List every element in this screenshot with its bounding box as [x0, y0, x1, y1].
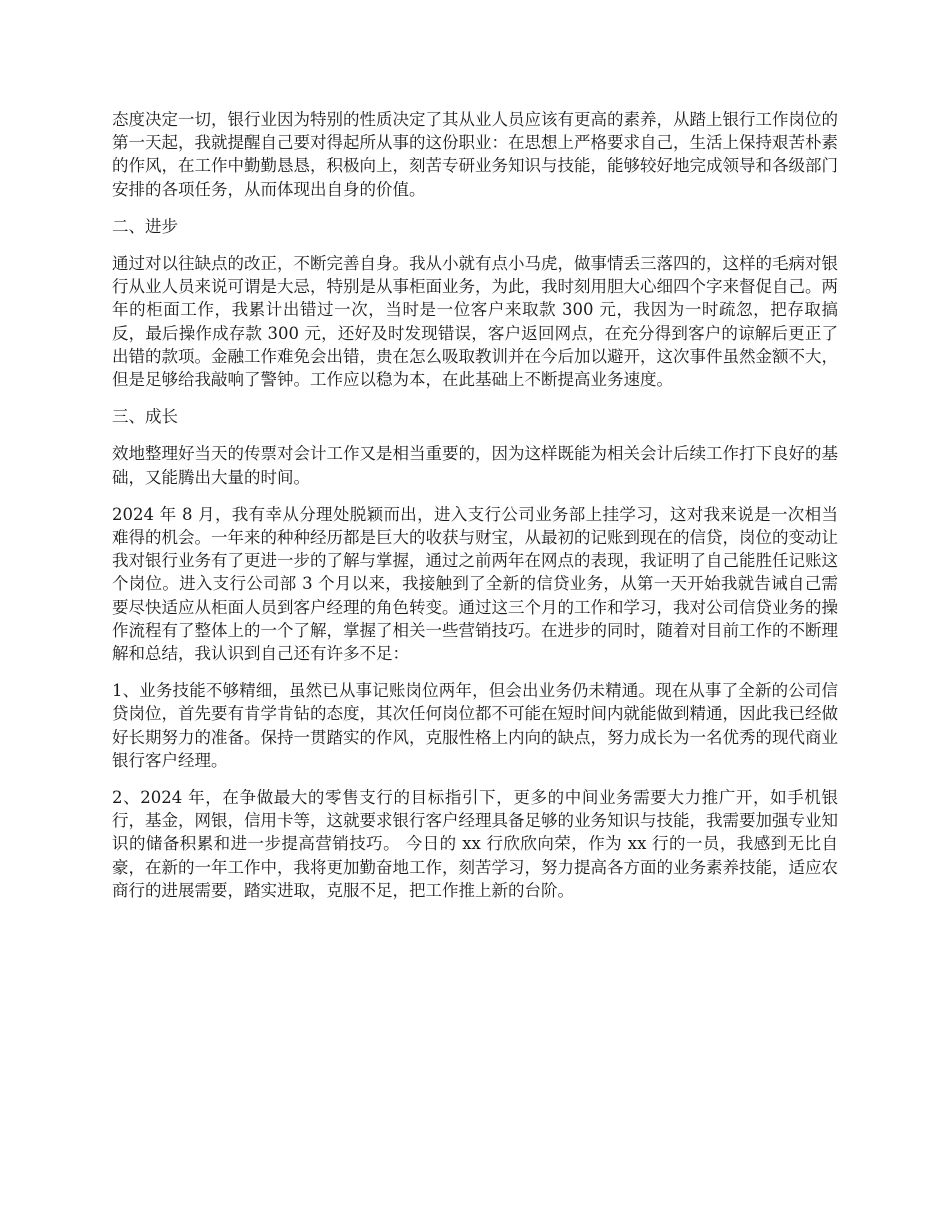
- section-heading-progress: 二、进步: [112, 216, 178, 236]
- paragraph-shortcoming-2: 2、2024 年，在争做最大的零售支行的目标指引下，更多的中间业务需要大力推广开，如手机银行，基金，网银，信用卡等，这就要求银行客户经理具备足够的业务知识与技能，我需要加强专业知识的储备积累和进一步提高营销技巧。 今日的 xx 行欣欣向荣，作为 xx 行的一员，我感到无比自豪，在新的一年工作中，我将更加勤奋地工作，刻苦学习，努力提高各方面的业务素养技能，适应农商行的进展需要，踏实进取，克服不足，把工作推上新的台阶。: [112, 788, 838, 900]
- paragraph-credit-assignment: 2024 年 8 月，我有幸从分理处脱颖而出，进入支行公司业务部上挂学习，这对我来说是一次相当难得的机会。一年来的种种经历都是巨大的收获与财宝，从最初的记账到现在的信贷，岗位的变动让我对银行业务有了更进一步的了解与掌握，通过之前两年在网点的表现，我证明了自己能胜任记账这个岗位。进入支行公司部 3 个月以来，我接触到了全新的信贷业务，从第一天开始我就告诫自己需要尽快适应从柜面人员到客户经理的角色转变。通过这三个月的工作和学习，我对公司信贷业务的操作流程有了整体上的一个了解，掌握了相关一些营销技巧。在进步的同时，随着对目前工作的不断理解和总结，我认识到自己还有许多不足：: [112, 504, 838, 664]
- paragraph-attitude: 态度决定一切，银行业因为特别的性质决定了其从业人员应该有更高的素养，从踏上银行工作岗位的第一天起，我就提醒自己要对得起所从事的这份职业：在思想上严格要求自己，生活上保持艰苦朴素的作风，在工作中勤勤恳恳，积极向上，刻苦专研业务知识与技能，能够较好地完成领导和各级部门安排的各项任务，从而体现出自身的价值。: [112, 110, 838, 199]
- section-heading-growth: 三、成长: [112, 407, 178, 427]
- document-body: [112, 108, 838, 902]
- paragraph-progress: 通过对以往缺点的改正，不断完善自身。我从小就有点小马虎，做事情丢三落四的，这样的毛病对银行从业人员来说可谓是大忌，特别是从事柜面业务，为此，我时刻用胆大心细四个字来督促自己。两年的柜面工作，我累计出错过一次，当时是一位客户来取款 300 元，我因为一时疏忽，把存取搞反，最后操作成存款 300 元，还好及时发现错误，客户返回网点，在充分得到客户的谅解后更正了出错的款项。金融工作难免会出错，贵在怎么吸取教训并在今后加以避开，这次事件虽然金额不大，但是足够给我敲响了警钟。工作应以稳为本，在此基础上不断提高业务速度。: [112, 254, 838, 390]
- paragraph-shortcoming-1: 1、业务技能不够精细，虽然已从事记账岗位两年，但会出业务仍未精通。现在从事了全新的公司信贷岗位，首先要有肯学肯钻的态度，其次任何岗位都不可能在短时间内就能做到精通，因此我已经做好长期努力的准备。保持一贯踏实的作风，克服性格上内向的缺点，努力成长为一名优秀的现代商业银行客户经理。: [112, 681, 838, 770]
- paragraph-vouchers: 效地整理好当天的传票对会计工作又是相当重要的，因为这样既能为相关会计后续工作打下良好的基础，又能腾出大量的时间。: [112, 444, 838, 487]
